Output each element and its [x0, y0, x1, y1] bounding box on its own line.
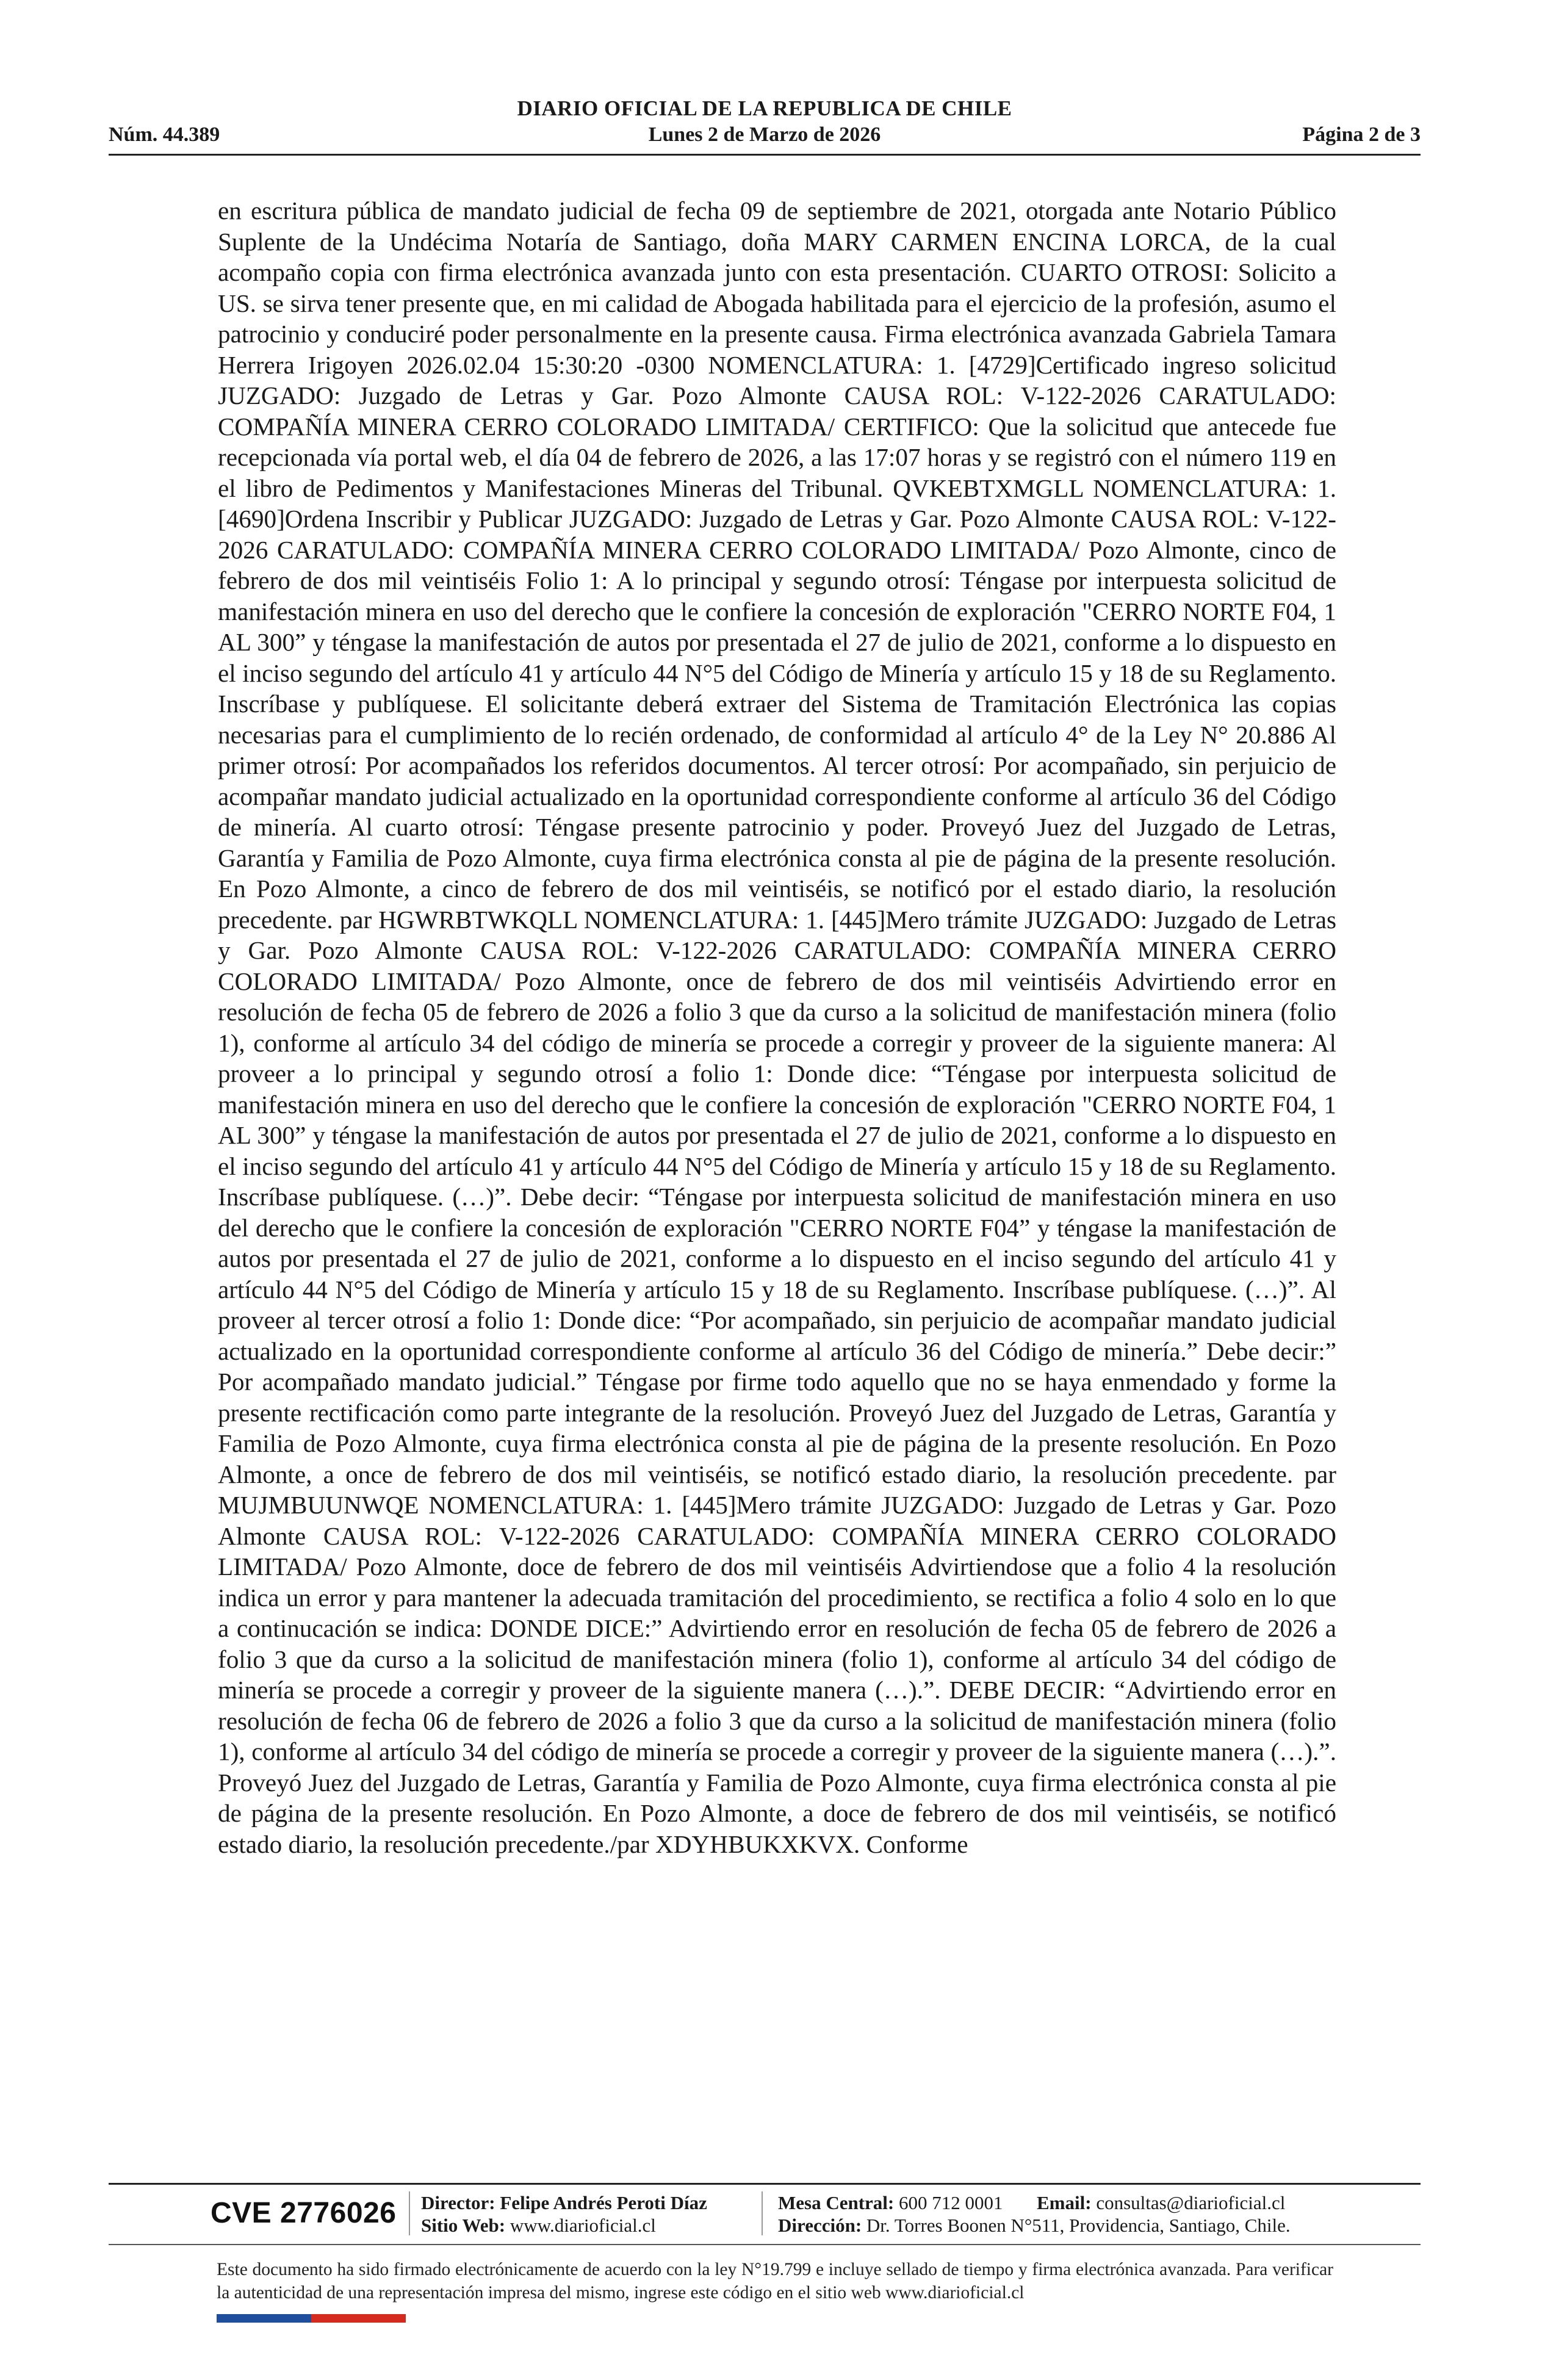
- document-body: en escritura pública de mandato judicial de fecha 09 de septiembre de 2021, otorgada ante Notario Público Suplente de la Undécima Notaría de Santiago, doña MARY CARMEN ENCINA LORCA, de la cual acompaño copia con firma electrónica avanzada junto con esta presentación. CUARTO OTROSI: Solicito a US. se sirva tener presente que, en mi calidad de Abogada habilitada para el ejercicio de la profesión, asumo el patrocinio y conduciré poder personalmente en la presente causa. Firma electrónica avanzada Gabriela Tamara Herrera Irigoyen 2026.02.04 15:30:20 -0300 NOMENCLATURA: 1. [4729]Certificado ingreso solicitud JUZGADO: Juzgado de Letras y Gar. Pozo Almonte CAUSA ROL: V-122-2026 CARATULADO: COMPAÑÍA MINERA CERRO COLORADO LIMITADA/ CERTIFICO: Que la solicitud que antecede fue recepcionada vía portal web, el día 04 de febrero de 2026, a las 17:07 horas y se registró con el número 119 en el libro de Pedimentos y Manifestaciones Mineras del Tribunal. QVKEBTXMGLL NOMENCLATURA: 1. [4690]Ordena Inscribir y Publicar JUZGADO: Juzgado de Letras y Gar. Pozo Almonte CAUSA ROL: V-122-2026 CARATULADO: COMPAÑÍA MINERA CERRO COLORADO LIMITADA/ Pozo Almonte, cinco de febrero de dos mil veintiséis Folio 1: A lo principal y segundo otrosí: Téngase por interpuesta solicitud de manifestación minera en uso del derecho que le confiere la concesión de exploración "CERRO NORTE F04, 1 AL 300” y téngase la manifestación de autos por presentada el 27 de julio de 2021, conforme a lo dispuesto en el inciso segundo del artículo 41 y artículo 44 N°5 del Código de Minería y artículo 15 y 18 de su Reglamento. Inscríbase y publíquese. El solicitante deberá extraer del Sistema de Tramitación Electrónica las copias necesarias para el cumplimiento de lo recién ordenado, de conformidad al artículo 4° de la Ley N° 20.886 Al primer otrosí: Por acompañados los referidos documentos. Al tercer otrosí: Por acompañado, sin perjuicio de acompañar mandato judicial actualizado en la oportunidad correspondiente conforme al artículo 36 del Código de minería. Al cuarto otrosí: Téngase presente patrocinio y poder. Proveyó Juez del Juzgado de Letras, Garantía y Familia de Pozo Almonte, cuya firma electrónica consta al pie de página de la presente resolución. En Pozo Almonte, a cinco de febrero de dos mil veintiséis, se notificó por el estado diario, la resolución precedente. par HGWRBTWKQLL NOMENCLATURA: 1. [445]Mero trámite JUZGADO: Juzgado de Letras y Gar. Pozo Almonte CAUSA ROL: V-122-2026 CARATULADO: COMPAÑÍA MINERA CERRO COLORADO LIMITADA/ Pozo Almonte, once de febrero de dos mil veintiséis Advirtiendo error en resolución de fecha 05 de febrero de 2026 a folio 3 que da curso a la solicitud de manifestación minera (folio 1), conforme al artículo 34 del código de minería se procede a corregir y proveer de la siguiente manera: Al proveer a lo principal y segundo otrosí a folio 1: Donde dice: “Téngase por interpuesta solicitud de manifestación minera en uso del derecho que le confiere la concesión de exploración "CERRO NORTE F04, 1 AL 300” y téngase la manifestación de autos por presentada el 27 de julio de 2021, conforme a lo dispuesto en el inciso segundo del artículo 41 y artículo 44 N°5 del Código de Minería y artículo 15 y 18 de su Reglamento. Inscríbase publíquese. (…)”. Debe decir: “Téngase por interpuesta solicitud de manifestación minera en uso del derecho que le confiere la concesión de exploración "CERRO NORTE F04” y téngase la manifestación de autos por presentada el 27 de julio de 2021, conforme a lo dispuesto en el inciso segundo del artículo 41 y artículo 44 N°5 del Código de Minería y artículo 15 y 18 de su Reglamento. Inscríbase publíquese. (…)”. Al proveer al tercer otrosí a folio 1: Donde dice: “Por acompañado, sin perjuicio de acompañar mandato judicial actualizado en la oportunidad correspondiente conforme al artículo 36 del Código de minería.” Debe decir:” Por acompañado mandato judicial.” Téngase por firme todo aquello que no se haya enmendado y forme la presente rectificación como parte integrante de la resolución. Proveyó Juez del Juzgado de Letras, Garantía y Familia de Pozo Almonte, cuya firma electrónica consta al pie de página de la presente resolución. En Pozo Almonte, a once de febrero de dos mil veintiséis, se notificó estado diario, la resolución precedente. par MUJMBUUNWQE NOMENCLATURA: 1. [445]Mero trámite JUZGADO: Juzgado de Letras y Gar. Pozo Almonte CAUSA ROL: V-122-2026 CARATULADO: COMPAÑÍA MINERA CERRO COLORADO LIMITADA/ Pozo Almonte, doce de febrero de dos mil veintiséis Advirtiendose que a folio 4 la resolución indica un error y para mantener la adecuada tramitación del procedimiento, se rectifica a folio 4 solo en lo que a continucación se indica: DONDE DICE:” Advirtiendo error en resolución de fecha 05 de febrero de 2026 a folio 3 que da curso a la solicitud de manifestación minera (folio 1), conforme al artículo 34 del código de minería se procede a corregir y proveer de la siguiente manera (…).”. DEBE DECIR: “Advirtiendo error en resolución de fecha 06 de febrero de 2026 a folio 3 que da curso a la solicitud de manifestación minera (folio 1), conforme al artículo 34 del código de minería se procede a corregir y proveer de la siguiente manera (…).”. Proveyó Juez del Juzgado de Letras, Garantía y Familia de Pozo Almonte, cuya firma electrónica consta al pie de página de la presente resolución. En Pozo Almonte, a doce de febrero de dos mil veintiséis, se notificó estado diario, la resolución precedente./par XDYHBUKXKVX. Conforme: [218, 197, 1336, 1858]
- footer-separator: [762, 2191, 763, 2235]
- header-divider: [109, 154, 1421, 156]
- footer-separator: [409, 2191, 410, 2235]
- legal-notice: Este documento ha sido firmado electrónicamente de acuerdo con la ley N°19.799 e incluye sellado de tiempo y firma electrónica avanzada. Para verificar la autenticidad de una representación impresa del mismo, ingrese este código en el sitio web www.diarioficial.cl: [217, 2260, 1333, 2302]
- flag-blue-segment: [217, 2314, 311, 2323]
- footer-divider-bottom: [109, 2244, 1421, 2245]
- director-line: [421, 2191, 707, 2214]
- issue-date: Lunes 2 de Marzo de 2026: [648, 123, 881, 146]
- footer-info: [201, 2188, 1355, 2240]
- address-label: Dirección:: [778, 2215, 862, 2236]
- address-line: [778, 2214, 1291, 2237]
- page-header: [109, 92, 1421, 159]
- page-number: Página 2 de 3: [1302, 123, 1421, 146]
- director-label: Director:: [421, 2192, 495, 2213]
- email-link[interactable]: consultas@diarioficial.cl: [1096, 2192, 1286, 2213]
- cve-code: CVE 2776026: [211, 2197, 397, 2229]
- phone-number: 600 712 0001: [899, 2192, 1003, 2213]
- director-name: Felipe Andrés Peroti Díaz: [500, 2192, 707, 2213]
- flag-color-bar: [217, 2314, 406, 2323]
- footer-column-director: [421, 2191, 707, 2237]
- website-label: Sitio Web:: [421, 2215, 506, 2236]
- phone-label: Mesa Central:: [778, 2192, 895, 2213]
- email-label: Email:: [1037, 2192, 1092, 2213]
- footer-divider-top: [109, 2183, 1421, 2185]
- contact-line: [778, 2191, 1291, 2214]
- website-line: [421, 2214, 707, 2237]
- publication-title: DIARIO OFICIAL DE LA REPUBLICA DE CHILE: [517, 96, 1012, 120]
- website-link[interactable]: www.diarioficial.cl: [510, 2215, 656, 2236]
- issue-number: Núm. 44.389: [109, 123, 220, 146]
- flag-red-segment: [311, 2314, 406, 2323]
- footer-column-contact: [778, 2191, 1291, 2237]
- address-text: Dr. Torres Boonen N°511, Providencia, Santiago, Chile.: [866, 2215, 1291, 2236]
